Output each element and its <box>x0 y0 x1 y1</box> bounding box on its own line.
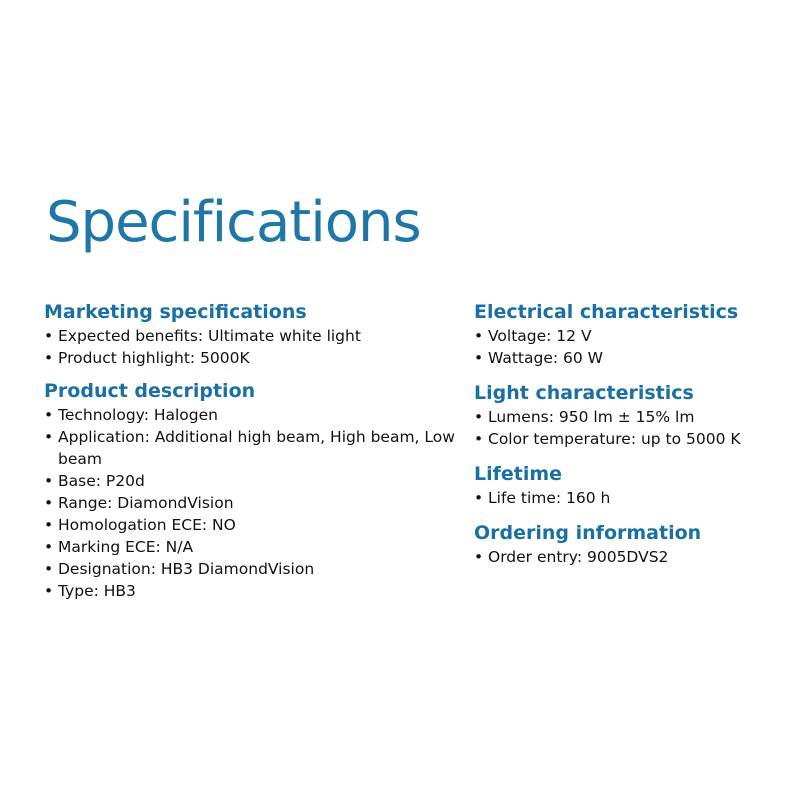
spec-item: • Expected benefits: Ultimate white light <box>44 325 464 347</box>
section-light-characteristics <box>474 381 774 450</box>
spec-item: • Homologation ECE: NO <box>44 514 464 536</box>
spec-item: • Designation: HB3 DiamondVision <box>44 558 464 580</box>
section-heading: Ordering information <box>474 522 702 544</box>
spec-list <box>44 404 464 602</box>
spec-list <box>474 406 774 450</box>
left-column <box>44 300 464 612</box>
section-lifetime <box>474 462 774 509</box>
section-heading: Light characteristics <box>474 382 694 404</box>
spec-item: • Color temperature: up to 5000 K <box>474 428 774 450</box>
spec-item: • Lumens: 950 lm ± 15% lm <box>474 406 774 428</box>
spec-item: • Life time: 160 h <box>474 487 774 509</box>
spec-item: • Voltage: 12 V <box>474 325 774 347</box>
page-title: Specifications <box>46 190 421 255</box>
spec-item: • Technology: Halogen <box>44 404 464 426</box>
section-heading: Product description <box>44 380 256 402</box>
spec-item: • Type: HB3 <box>44 580 464 602</box>
spec-list <box>474 325 774 369</box>
spec-item: • Wattage: 60 W <box>474 347 774 369</box>
section-marketing-specifications <box>44 300 464 369</box>
spec-list <box>474 546 774 568</box>
section-heading: Marketing specifications <box>44 301 307 323</box>
spec-item: • Application: Additional high beam, High beam, Low beam <box>44 426 464 470</box>
spec-item: • Order entry: 9005DVS2 <box>474 546 774 568</box>
right-column <box>474 300 774 580</box>
spec-item: • Product highlight: 5000K <box>44 347 464 369</box>
section-heading: Lifetime <box>474 463 563 485</box>
spec-item: • Marking ECE: N/A <box>44 536 464 558</box>
section-heading: Electrical characteristics <box>474 301 739 323</box>
spec-item: • Base: P20d <box>44 470 464 492</box>
section-electrical-characteristics <box>474 300 774 369</box>
spec-list <box>44 325 464 369</box>
spec-item: • Range: DiamondVision <box>44 492 464 514</box>
section-product-description <box>44 379 464 602</box>
section-ordering-information <box>474 521 774 568</box>
spec-list <box>474 487 774 509</box>
